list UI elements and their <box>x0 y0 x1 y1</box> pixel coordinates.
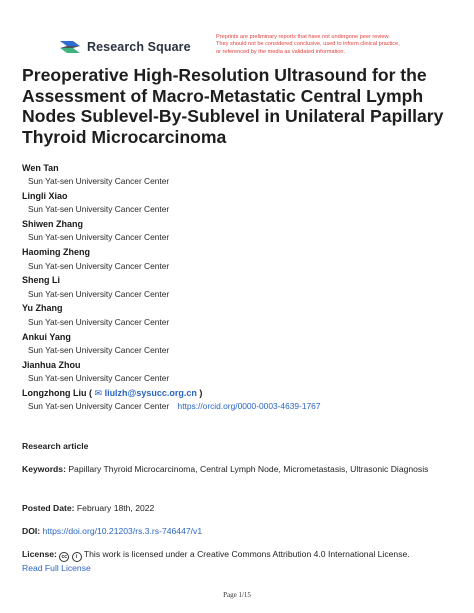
author-affiliation: Sun Yat-sen University Cancer Center <box>28 176 170 187</box>
posted-date <box>22 502 462 514</box>
corresponding-author-name: Longzhong Liu ( ✉ liulzh@sysucc.org.cn ) <box>22 387 203 398</box>
author-affiliation: Sun Yat-sen University Cancer Center <box>28 232 170 243</box>
keywords-value: Papillary Thyroid Microcarcinoma, Central Lymph Node, Micrometastasis, Ultrasonic Diagnosis <box>68 464 429 474</box>
author-list <box>22 162 462 415</box>
paper-title: Preoperative High-Resolution Ultrasound for the Assessment of Macro-Metastatic Central Lymph Nodes Sublevel-By-Sublevel in Unilateral Papillary Thyroid Microcarcinoma <box>22 65 444 147</box>
author-name: Sheng Li <box>22 275 60 286</box>
author-affiliation: Sun Yat-sen University Cancer Center <box>28 344 170 355</box>
article-type: Research article <box>22 441 89 451</box>
author-affiliation: Sun Yat-sen University Cancer Center <box>28 204 170 215</box>
author-entry <box>22 331 462 359</box>
attribution-icon: i <box>72 552 82 562</box>
author-name: Shiwen Zhang <box>22 219 84 230</box>
author-name: Ankui Yang <box>22 331 71 342</box>
author-affiliation: Sun Yat-sen University Cancer Center <box>28 316 170 327</box>
doi-link[interactable]: https://doi.org/10.21203/rs.3.rs-746447/v1 <box>42 526 203 536</box>
author-entry <box>22 190 462 218</box>
author-name: Wen Tan <box>22 163 59 173</box>
author-name: Haoming Zheng <box>22 247 90 258</box>
license <box>22 548 462 574</box>
page-header <box>0 0 474 66</box>
license-label: License: <box>22 549 57 559</box>
author-entry <box>22 162 462 190</box>
creative-commons-icon: cc <box>59 552 69 562</box>
author-affiliation: Sun Yat-sen University Cancer Center <box>28 288 170 299</box>
author-name: Yu Zhang <box>22 303 63 314</box>
preprint-disclaimer: Preprints are preliminary reports that have not undergone peer review. They should not be considered conclusive, used to inform clinical practice, or referenced by the media as validated information. <box>216 34 400 55</box>
keywords <box>22 463 462 475</box>
brand-name: Research Square <box>87 40 191 54</box>
author-entry <box>22 246 462 274</box>
posted-date-value: February 18th, 2022 <box>76 503 155 513</box>
author-affiliation: Sun Yat-sen University Cancer Center <box>28 372 170 383</box>
corresponding-affiliation: Sun Yat-sen University Cancer Center https://orcid.org/0000-0003-4639-1767 <box>28 401 321 412</box>
read-full-license-link[interactable]: Read Full License <box>22 563 91 573</box>
author-entry <box>22 274 462 302</box>
posted-date-label: Posted Date: <box>22 503 75 513</box>
email-icon: ✉ <box>94 387 103 398</box>
corresponding-email-link[interactable]: liulzh@sysucc.org.cn <box>104 387 197 398</box>
corresponding-author-entry <box>22 387 462 415</box>
doi <box>22 525 462 537</box>
keywords-label: Keywords: <box>22 464 66 474</box>
author-name: Jianhua Zhou <box>22 359 81 370</box>
author-entry <box>22 359 462 387</box>
research-square-logo[interactable] <box>58 38 191 56</box>
author-affiliation: Sun Yat-sen University Cancer Center <box>28 260 170 271</box>
license-text: This work is licensed under a Creative Commons Attribution 4.0 International License. <box>83 549 410 559</box>
doi-label: DOI: <box>22 526 41 536</box>
author-entry <box>22 218 462 246</box>
author-entry <box>22 302 462 330</box>
author-name: Lingli Xiao <box>22 191 68 202</box>
page-number: Page 1/15 <box>223 591 251 599</box>
orcid-link[interactable]: https://orcid.org/0000-0003-4639-1767 <box>177 401 321 412</box>
research-square-logo-icon <box>58 38 82 56</box>
